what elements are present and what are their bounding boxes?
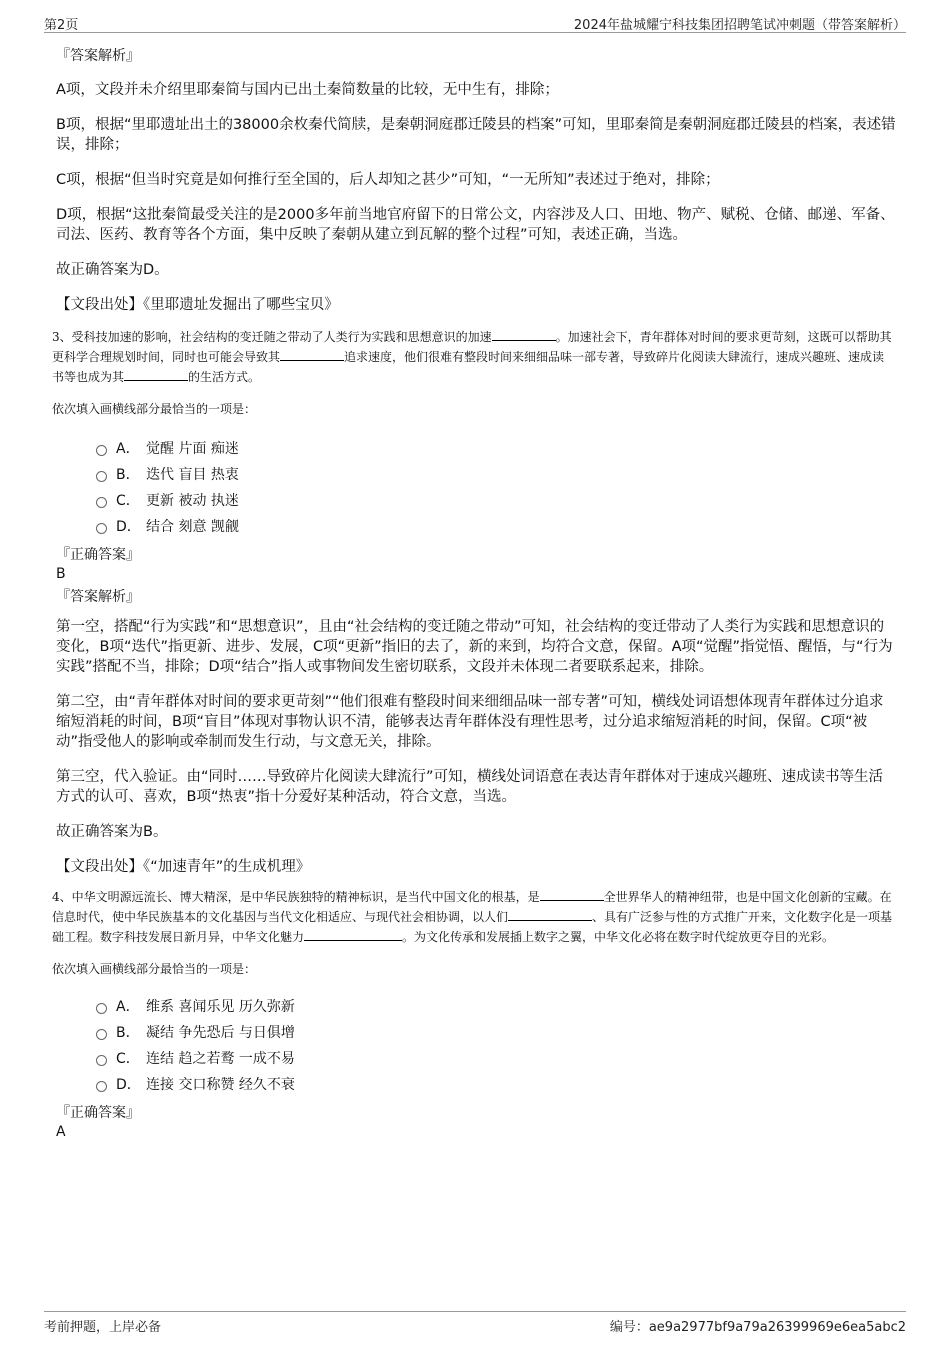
- analysis-paragraph: B项，根据“里耶遗址出土的38000余枚秦代简牍，是秦朝洞庭郡迁陵县的档案”可知，里耶秦简是秦朝洞庭郡迁陵县的档案，表述错误，排除；: [56, 117, 896, 153]
- option-a[interactable]: A． 维系 喜闻乐见 历久弥新: [96, 993, 896, 1019]
- fill-blank: [508, 908, 592, 921]
- fill-blank: [304, 928, 402, 941]
- option-d[interactable]: D． 结合 刻意 觊觎: [96, 513, 896, 539]
- q3-answer: [56, 545, 896, 877]
- document-code: 编号：ae9a2977bf9a79a26399969e6ea5abc2: [609, 1320, 906, 1335]
- analysis-paragraph: 第二空，由“青年群体对时间的要求更苛刻”“他们很难有整段时间来细细品味一部专著”可知，横线处词语想体现青年群体过分追求缩短消耗的时间，B项“盲目”体现对事物认识不清，能够表达青年群体没有理性思考，过分追求缩短消耗的时间，保留。C项“被动”指受他人的影响或牵制而发生行动，与文意无关，排除。: [56, 694, 884, 750]
- radio-button[interactable]: [96, 1029, 107, 1040]
- option-d[interactable]: D． 连接 交口称赞 经久不衰: [96, 1071, 896, 1097]
- option-b[interactable]: B． 迭代 盲目 热衷: [96, 461, 896, 487]
- analysis-label: 『答案解析』: [56, 589, 140, 605]
- correct-answer-label: 『正确答案』: [56, 547, 140, 563]
- page-number: 第2页: [44, 18, 79, 33]
- option-b[interactable]: B． 凝结 争先恐后 与日俱增: [96, 1019, 896, 1045]
- fill-blank: [540, 888, 604, 901]
- option-c[interactable]: C． 连结 趋之若鹜 一成不易: [96, 1045, 896, 1071]
- fill-blank: [492, 328, 556, 341]
- document-title: 2024年盐城耀宁科技集团招聘笔试冲刺题（带答案解析）: [573, 18, 906, 33]
- question-stem: 4、中华文明源远流长、博大精深，是中华民族独特的精神标识，是当代中国文化的根基，是 全世界华人的精神纽带，也是中国文化创新的宝藏。在信息时代，使中华民族基本的文化基因与当代文化相适应、与现代社会相协调，以人们 、具有广泛参与性的方式推广开来，文化数字化是一项基础工程。数字科技发展日新月异，中华文化魅力 。为文化传承和发展插上数字之翼，中华文化必将在数字时代绽放更夺目的光彩。: [52, 890, 893, 944]
- radio-button[interactable]: [96, 1081, 107, 1092]
- q3-options: [56, 435, 896, 539]
- option-a[interactable]: A． 觉醒 片面 痴迷: [96, 435, 896, 461]
- footer-slogan: 考前押题，上岸必备: [44, 1320, 162, 1335]
- radio-button[interactable]: [96, 471, 107, 482]
- q4-answer: [56, 1103, 896, 1141]
- fill-blank: [280, 348, 344, 361]
- question-prompt: 依次填入画横线部分最恰当的一项是：: [52, 402, 257, 416]
- analysis-paragraph: C项，根据“但当时究竟是如何推行至全国的，后人却知之甚少”可知，“一无所知”表述过于绝对，排除；: [56, 172, 720, 188]
- correct-answer-label: 『正确答案』: [56, 1105, 140, 1121]
- answer-conclusion: 故正确答案为B。: [56, 824, 168, 840]
- radio-button[interactable]: [96, 1055, 107, 1066]
- question-stem: 3、受科技加速的影响，社会结构的变迁随之带动了人类行为实践和思想意识的加速 。加速社会下，青年群体对时间的要求更苛刻，这既可以帮助其更科学合理规划时间，同时也可能会导致其 追求速度，他们很难有整段时间来细细品味一部专著，导致碎片化阅读大肆流行，速成兴趣班、速成读书等也成为其 的生活方式。: [52, 330, 892, 384]
- correct-answer: B: [56, 566, 66, 582]
- radio-button[interactable]: [96, 523, 107, 534]
- question-prompt: 依次填入画横线部分最恰当的一项是：: [52, 962, 257, 976]
- q2-analysis: [56, 46, 896, 315]
- question-3: [52, 327, 896, 419]
- correct-answer: A: [56, 1124, 66, 1140]
- option-c[interactable]: C． 更新 被动 执迷: [96, 487, 896, 513]
- question-4: [52, 887, 896, 979]
- analysis-label: 『答案解析』: [56, 48, 140, 64]
- analysis-paragraph: A项，文段并未介绍里耶秦简与国内已出土秦简数量的比较，无中生有，排除；: [56, 82, 559, 98]
- analysis-paragraph: 第一空，搭配“行为实践”和“思想意识”，且由“社会结构的变迁随之带动”可知，社会结构的变迁带动了人类行为实践和思想意识的变化，B项“迭代”指更新、进步、发展，C项“更新”指旧的去了，新的来到，均符合文意，保留。A项“觉醒”指觉悟、醒悟，与“行为实践”搭配不当，排除；D项“结合”指人或事物间发生密切联系，文段并未体现二者要联系起来，排除。: [56, 619, 893, 675]
- answer-conclusion: 故正确答案为D。: [56, 262, 169, 278]
- source-citation: 【文段出处】《“加速青年”的生成机理》: [56, 859, 311, 875]
- source-citation: 【文段出处】《里耶遗址发掘出了哪些宝贝》: [56, 297, 339, 313]
- page-content: [52, 46, 896, 1145]
- page-footer: [44, 1311, 906, 1336]
- analysis-paragraph: D项，根据“这批秦简最受关注的是2000多年前当地官府留下的日常公文，内容涉及人口、田地、物产、赋税、仓储、邮递、军备、司法、医药、教育等各个方面，集中反映了秦朝从建立到瓦解的整个过程”可知，表述正确，当选。: [56, 207, 895, 243]
- radio-button[interactable]: [96, 497, 107, 508]
- radio-button[interactable]: [96, 445, 107, 456]
- q4-options: [56, 993, 896, 1097]
- fill-blank: [124, 368, 188, 381]
- page-header: [44, 14, 906, 33]
- analysis-paragraph: 第三空，代入验证。由“同时……导致碎片化阅读大肆流行”可知，横线处词语意在表达青年群体对于速成兴趣班、速成读书等生活方式的认可、喜欢，B项“热衷”指十分爱好某种活动，符合文意，当选。: [56, 769, 884, 805]
- radio-button[interactable]: [96, 1003, 107, 1014]
